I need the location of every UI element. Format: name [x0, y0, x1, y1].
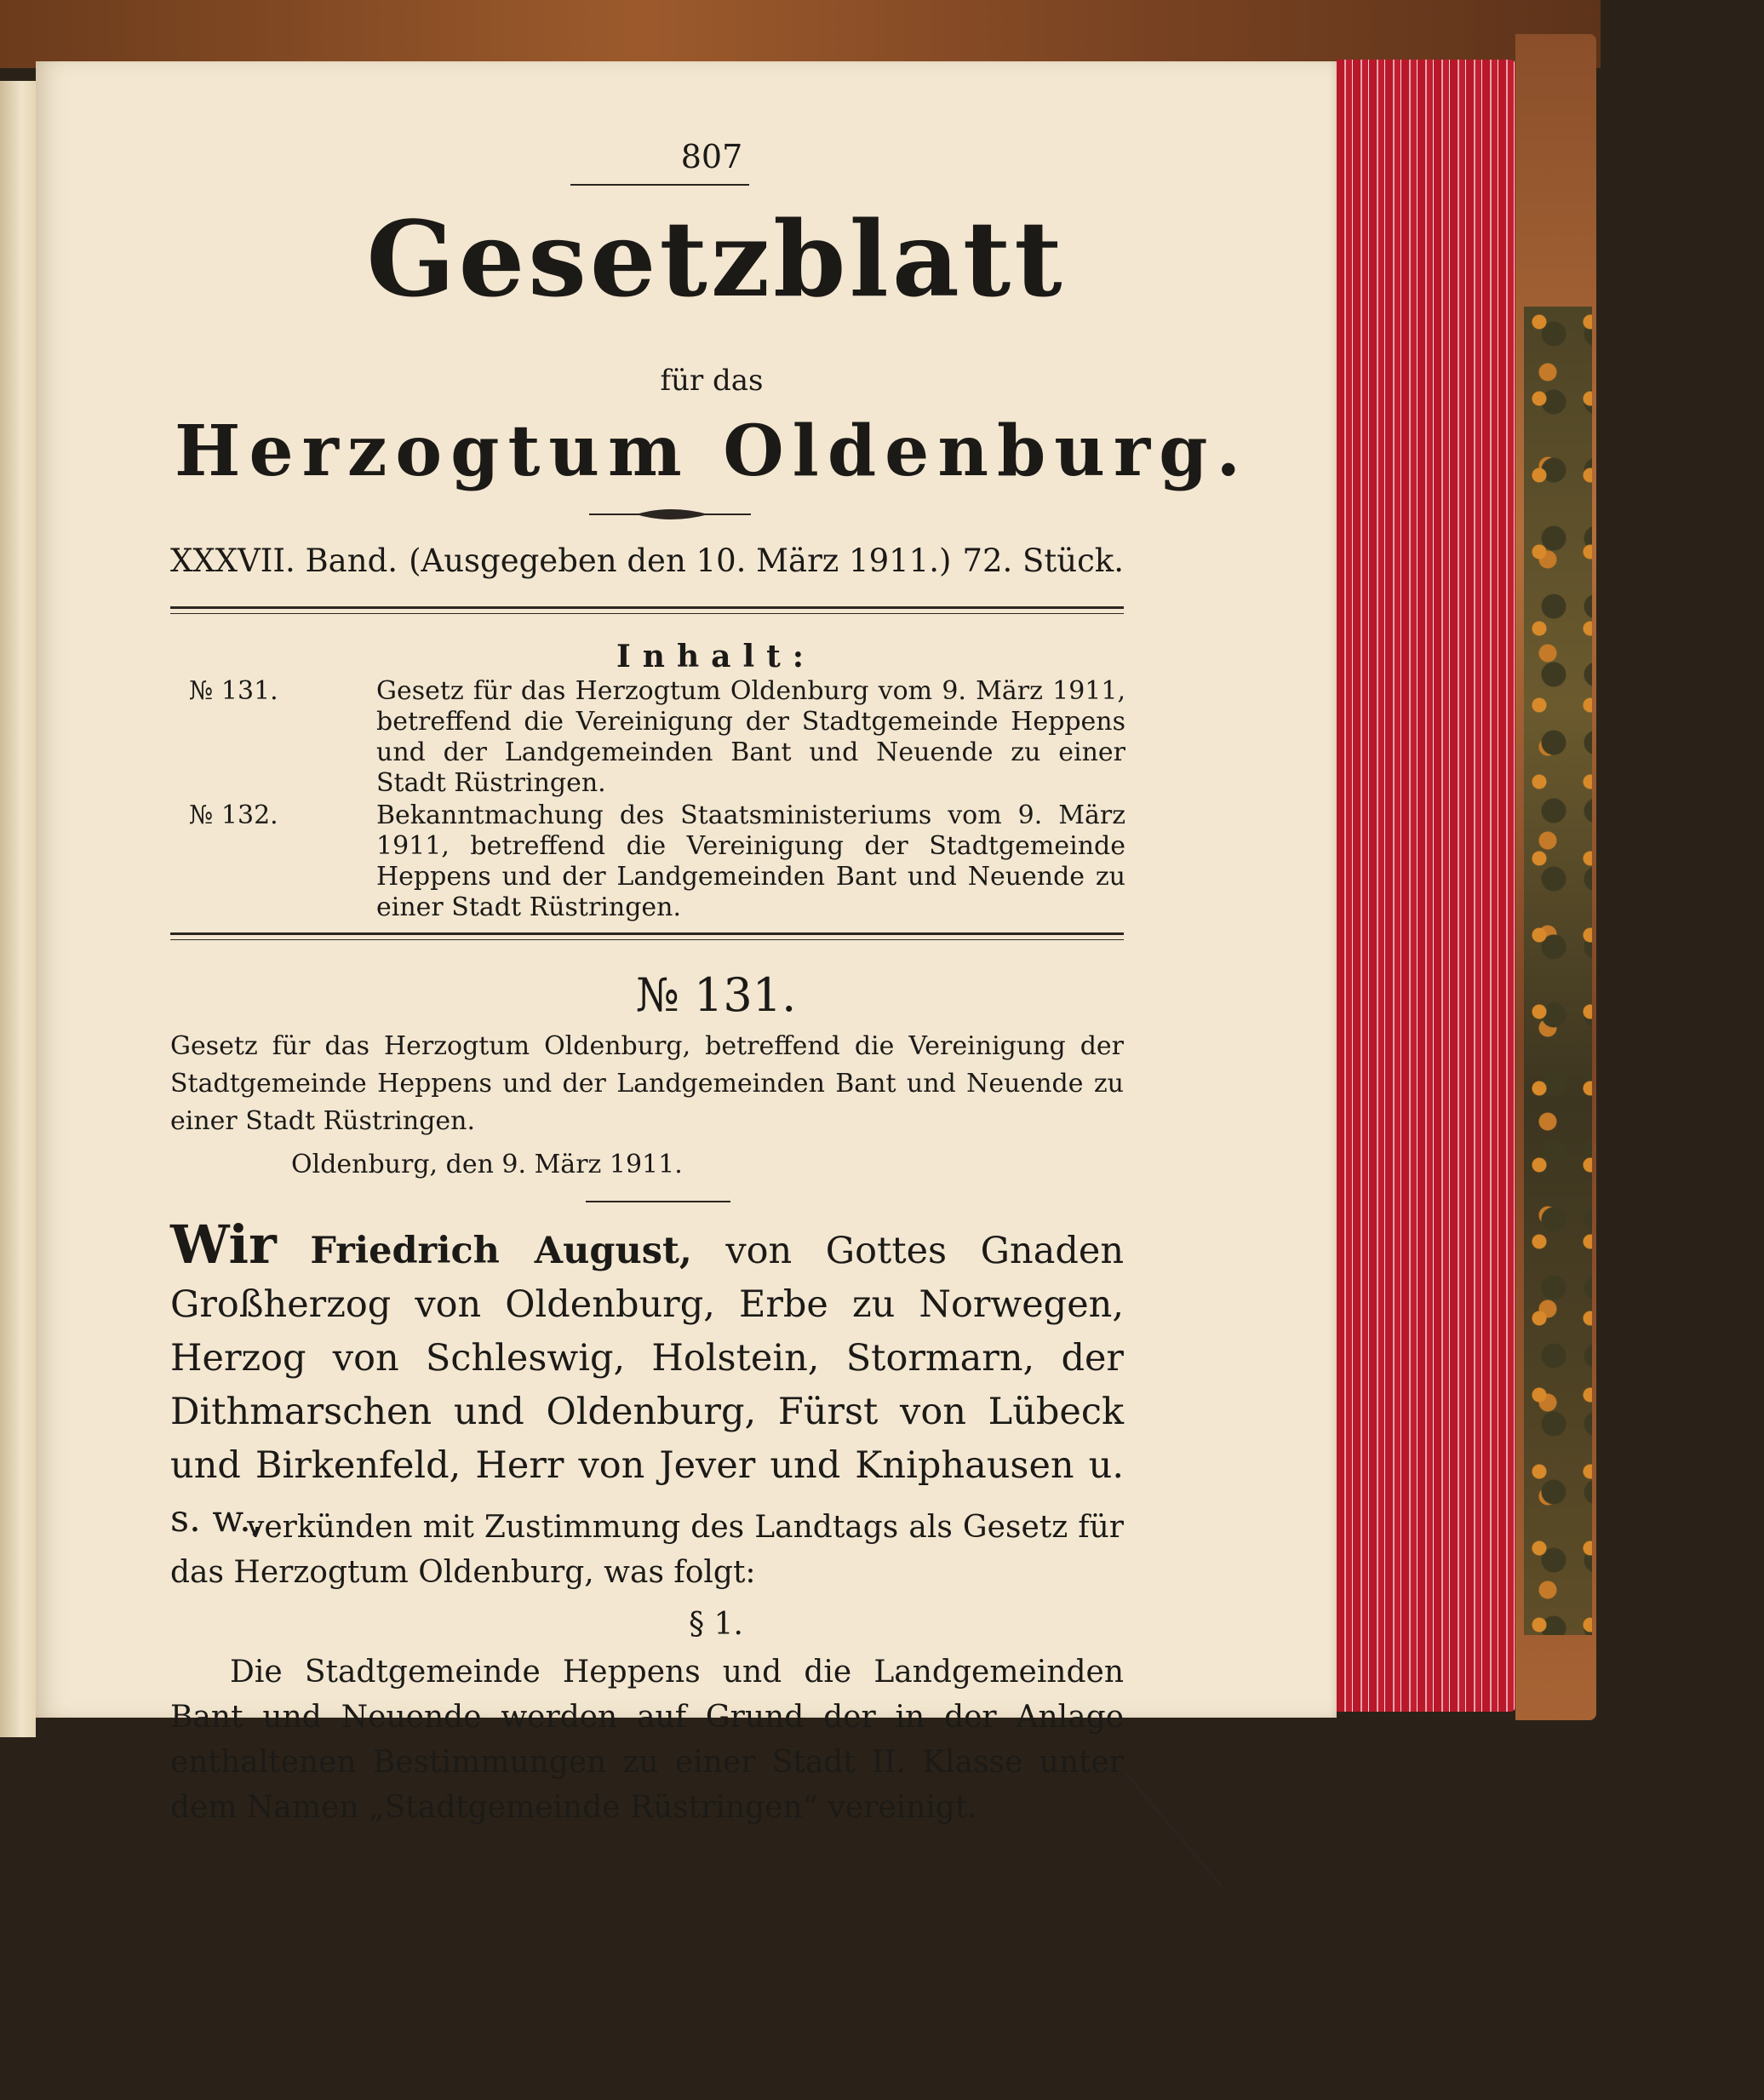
preamble-text: von Gottes Gnaden Großherzog von Oldenburg, Erbe zu Norwegen, Herzog von Schleswig, Holstein, Stormarn, der Dithmarschen und Oldenburg, Fürst von Lübeck und Birkenfeld, Herr von Jever und Kniphausen u. s. w.,: [170, 1230, 1125, 1541]
page-number-rule: [570, 184, 749, 186]
contents-entry-text: Gesetz für das Herzogtum Oldenburg vom 9. März 1911, betreffend die Vereinigung der Stadtgemeinde Heppens und der Landgemeinden Bant und Neuende zu einer Stadt Rüstringen.: [376, 676, 1125, 798]
contents-entry-number: № 131.: [189, 676, 278, 706]
previous-page-edge: [0, 81, 36, 1737]
book-cover-top: [0, 0, 1601, 68]
divider-thin: [170, 613, 1124, 614]
contents-entry-number: № 132.: [189, 800, 278, 830]
divider-thin: [170, 939, 1124, 940]
contents-entry-text: Bekanntmachung des Staatsministeriums vom 9. März 1911, betreffend die Vereinigung der Stadtgemeinde Heppens und der Landgemeinden Bant und Neuende zu einer Stadt Rüstringen.: [376, 800, 1125, 922]
volume-label: XXXVII. Band.: [170, 542, 398, 579]
date-rule: [586, 1201, 730, 1202]
page-number: 807: [680, 138, 743, 175]
publication-subtitle: Herzogtum Oldenburg.: [175, 410, 1249, 492]
piece-number: 72. Stück.: [962, 542, 1124, 579]
law-number: № 131.: [635, 968, 797, 1022]
publication-subtitle-small: für das: [660, 364, 764, 398]
divider-thick: [170, 932, 1124, 935]
preamble-name: Friedrich August,: [310, 1230, 692, 1272]
marbled-cover: [1524, 307, 1592, 1635]
red-page-edges: [1337, 60, 1515, 1712]
issue-date: (Ausgegeben den 10. März 1911.): [409, 542, 952, 579]
contents-entry: [155, 800, 1125, 923]
law-title: Gesetz für das Herzogtum Oldenburg, betreffend die Vereinigung der Stadtgemeinde Heppens und der Landgemeinden Bant und Neuende zu einer Stadt Rüstringen.: [170, 1031, 1124, 1136]
law-date: Oldenburg, den 9. März 1911.: [291, 1150, 683, 1179]
issue-info-row: [170, 542, 1124, 579]
section-heading: § 1.: [689, 1607, 743, 1642]
preamble-lead: Wir: [170, 1214, 277, 1276]
contents-entry: [155, 676, 1125, 799]
publication-title: Gesetzblatt: [366, 198, 1066, 320]
document-page: [36, 61, 1337, 1825]
ornament-rule: [589, 506, 751, 523]
enactment-clause: verkünden mit Zustimmung des Landtags als Gesetz für das Herzogtum Oldenburg, was folgt:: [170, 1510, 1124, 1590]
contents-heading: Inhalt:: [616, 639, 816, 674]
pen-mark: [1124, 1771, 1226, 1891]
section-text: Die Stadtgemeinde Heppens und die Landgemeinden Bant und Neuende werden auf Grund der in der Anlage enthaltenen Bestimmungen zu einer Stadt II. Klasse unter dem Namen „Stadtgemeinde Rüstringen“ vereinigt.: [170, 1655, 1124, 1825]
preamble: [170, 1214, 1125, 1546]
divider-thick: [170, 606, 1124, 609]
